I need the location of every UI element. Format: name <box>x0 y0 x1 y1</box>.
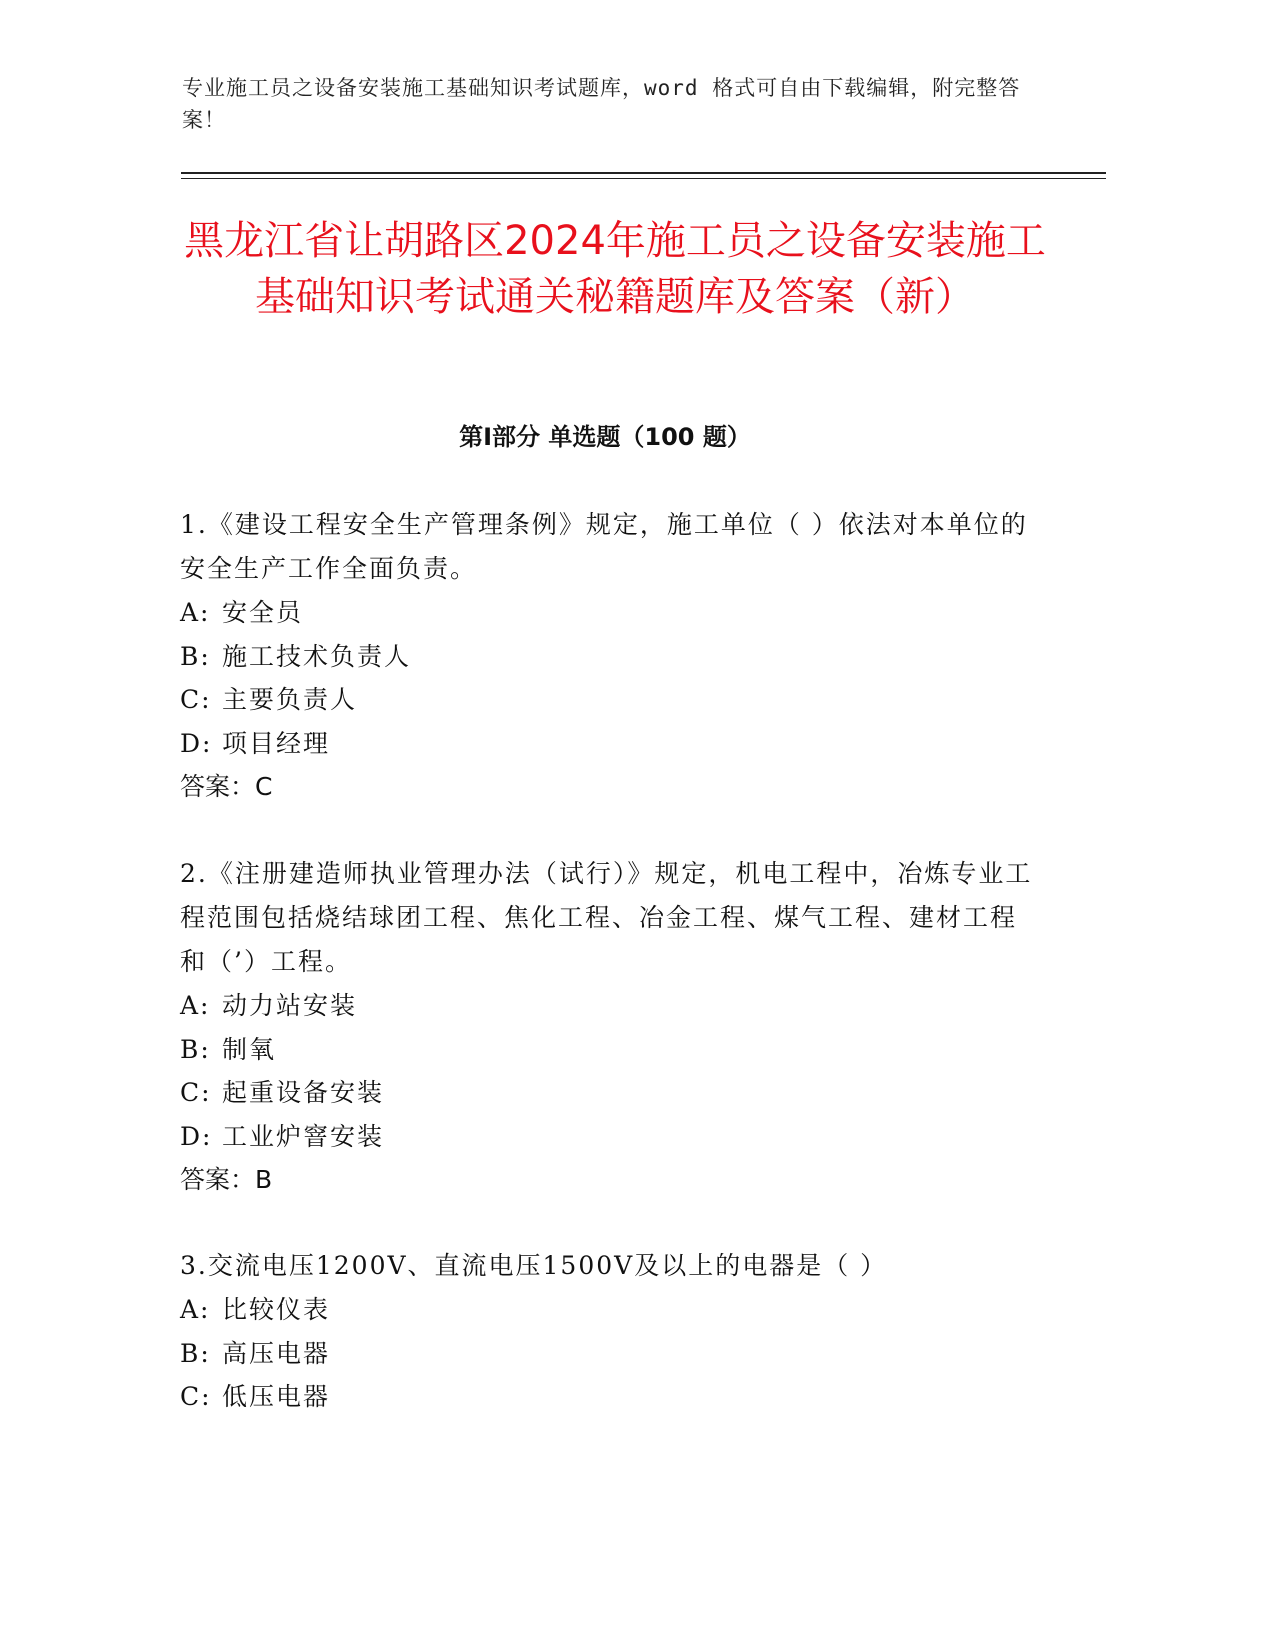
option-key: B: <box>180 1034 211 1064</box>
question-stem: 3.交流电压1200V、直流电压1500V及以上的电器是（ ） <box>180 1251 888 1280</box>
option-key: C: <box>180 1382 212 1411</box>
option-text: 制氧 <box>222 1034 277 1064</box>
question-1 <box>180 503 1040 809</box>
option-key: B: <box>180 641 211 671</box>
option-a <box>180 1288 1040 1332</box>
option-a <box>180 984 1040 1028</box>
option-a <box>180 591 1040 635</box>
option-text: 主要负责人 <box>222 685 358 714</box>
option-b <box>180 635 1040 679</box>
option-key: A: <box>180 598 211 627</box>
option-text: 工业炉窨安装 <box>222 1121 385 1151</box>
option-key: D: <box>180 1121 213 1151</box>
section-title: 第Ⅰ部分 单选题（100 题） <box>459 423 751 451</box>
option-c <box>180 1375 1040 1419</box>
option-key: C: <box>180 1078 212 1107</box>
option-key: A: <box>180 991 211 1020</box>
option-text: 施工技术负责人 <box>222 641 412 671</box>
question-2 <box>180 852 1040 1202</box>
header-rule-thin <box>181 178 1106 179</box>
option-text: 高压电器 <box>222 1338 331 1368</box>
document-title: 黑龙江省让胡路区2024年施工员之设备安装施工基础知识考试通关秘籍题库及答案（新） <box>184 218 1046 320</box>
option-d <box>180 1115 1040 1159</box>
answer-label: 答案：B <box>180 1165 273 1194</box>
header-note: 专业施工员之设备安装施工基础知识考试题库，word 格式可自由下载编辑，附完整答案！ <box>182 76 1021 132</box>
question-3 <box>180 1244 1040 1419</box>
option-text: 低压电器 <box>222 1382 331 1411</box>
option-d <box>180 722 1040 766</box>
option-text: 动力站安装 <box>222 991 358 1020</box>
option-c <box>180 678 1040 722</box>
option-key: C: <box>180 685 212 714</box>
question-stem: 2.《注册建造师执业管理办法（试行）》规定，机电工程中，冶炼专业工程范围包括烧结球团工程、焦化工程、冶金工程、煤气工程、建材工程和（’）工程。 <box>180 859 1033 976</box>
option-text: 起重设备安装 <box>222 1078 385 1107</box>
option-key: B: <box>180 1338 211 1368</box>
option-c <box>180 1071 1040 1115</box>
option-text: 项目经理 <box>222 728 331 758</box>
header-rule-thick <box>181 172 1106 174</box>
option-text: 比较仪表 <box>222 1295 331 1324</box>
option-b <box>180 1028 1040 1072</box>
option-b <box>180 1332 1040 1376</box>
option-key: D: <box>180 728 213 758</box>
option-key: A: <box>180 1295 211 1324</box>
question-stem: 1.《建设工程安全生产管理条例》规定，施工单位（ ）依法对本单位的安全生产工作全面负责。 <box>180 510 1028 583</box>
option-text: 安全员 <box>222 598 304 627</box>
answer-label: 答案：C <box>180 772 273 801</box>
